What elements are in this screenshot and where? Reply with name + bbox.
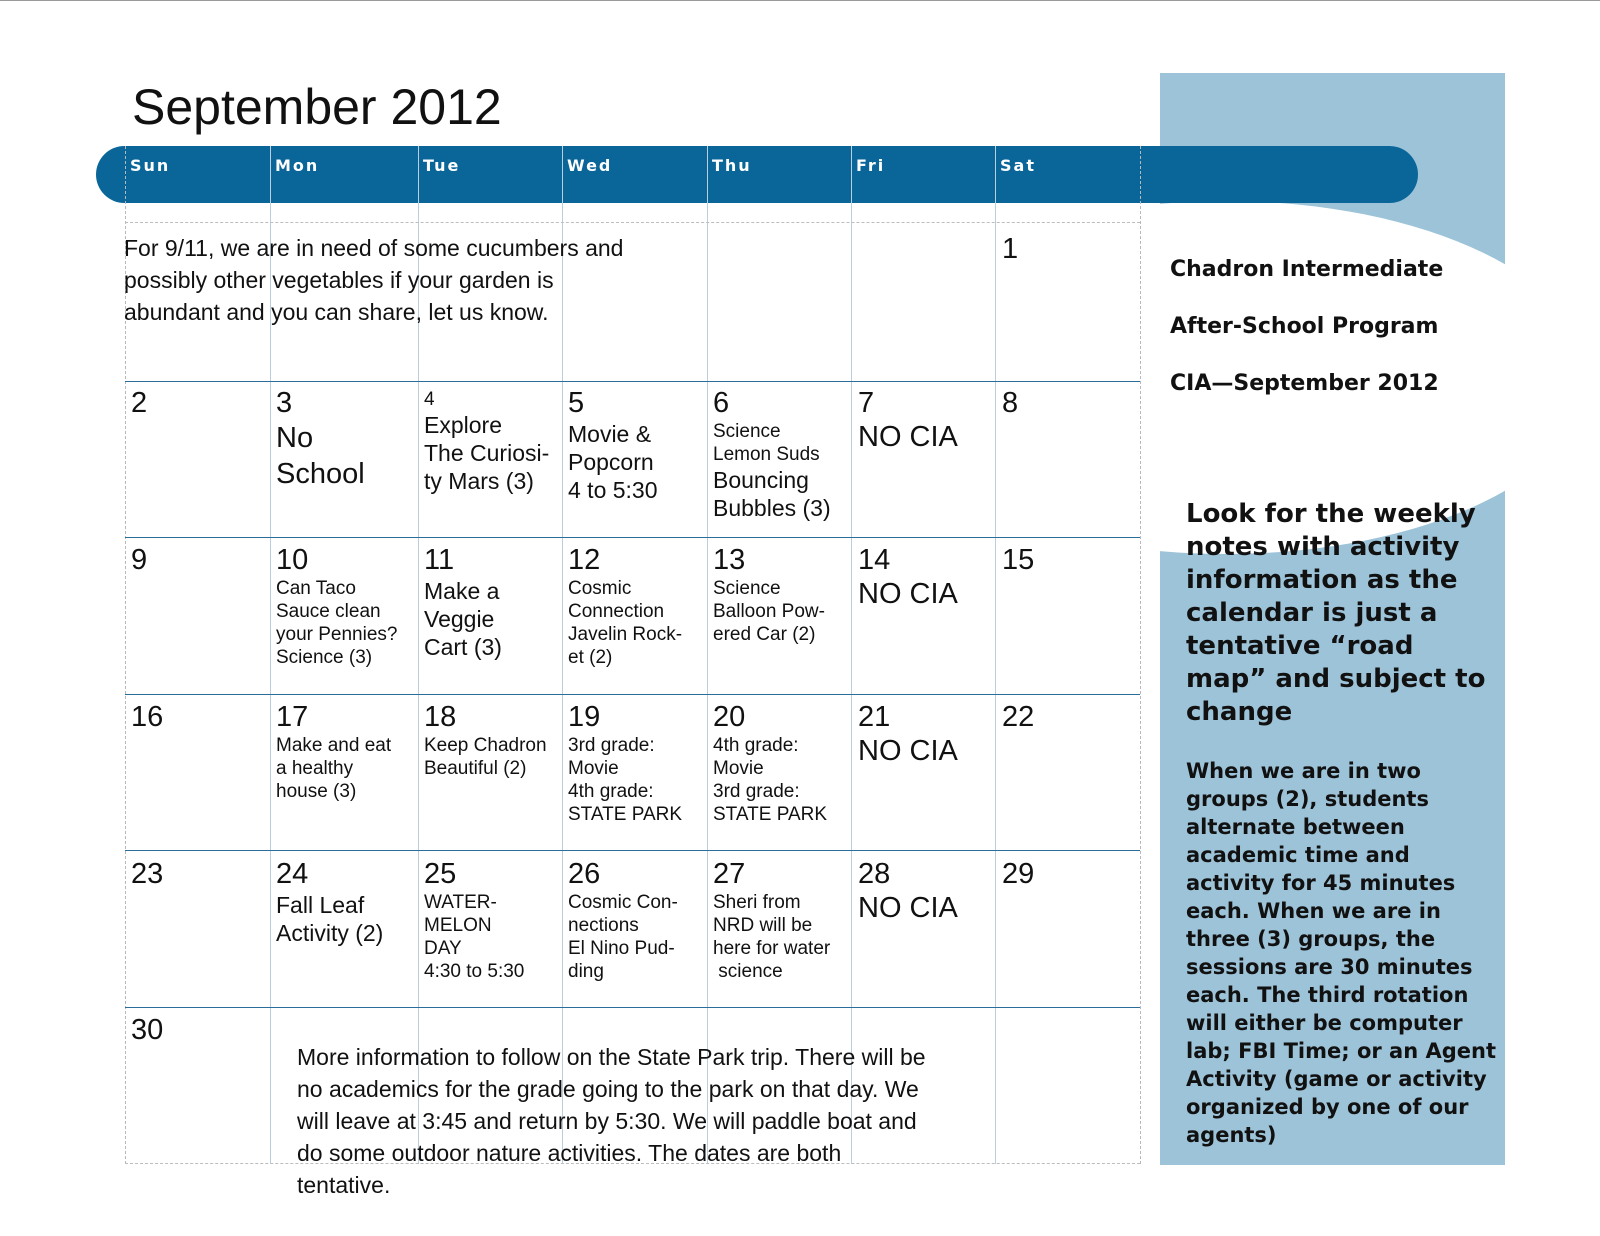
day-cell-7 — [858, 386, 993, 454]
no-cia-label: NO CIA — [858, 421, 958, 453]
state-park-info-note: More information to follow on the State Park trip. There will be no academics for the grade going to the park on that day. We will leave at 3:45 and return by 5:30. We will paddle boat and do some outdoor nature activities. The dates are both tentative. — [297, 1044, 926, 1198]
day-event-line: Make and eat — [276, 735, 392, 756]
day-cell-6 — [713, 386, 848, 522]
day-cell-29 — [1002, 857, 1137, 891]
day-event-line: Cosmic Con- — [568, 892, 678, 913]
no-cia-label: NO CIA — [858, 735, 958, 767]
day-event-line: here for water — [713, 938, 831, 959]
page-top-rule — [0, 0, 1600, 1]
day-number: 18 — [424, 701, 457, 733]
day-number: 26 — [568, 858, 601, 890]
day-event-line: ered Car (2) — [713, 624, 816, 645]
grid-line — [125, 850, 1140, 851]
program-school-name: Chadron Intermediate — [1170, 257, 1444, 282]
day-number: 14 — [858, 544, 891, 576]
day-event-line: Sheri from — [713, 892, 801, 913]
weekday-sat: Sat — [1000, 156, 1036, 175]
day-event-line: Explore — [424, 412, 502, 438]
day-number: 23 — [131, 858, 164, 890]
day-event-line: STATE PARK — [568, 804, 683, 825]
day-number: 19 — [568, 701, 601, 733]
program-month: CIA—September 2012 — [1170, 371, 1439, 396]
day-event-line: Popcorn — [568, 449, 654, 475]
day-number: 9 — [131, 544, 148, 576]
day-event-line: Balloon Pow- — [713, 601, 825, 622]
day-cell-8 — [1002, 386, 1137, 420]
no-cia-label: NO CIA — [858, 578, 958, 610]
day-number: 7 — [858, 387, 875, 419]
day-cell-2 — [131, 386, 266, 420]
day-event-line: Bouncing — [713, 467, 809, 493]
day-event-line: et (2) — [568, 647, 613, 668]
weekday-tue: Tue — [423, 156, 461, 175]
day-event-line: The Curiosi- — [424, 440, 550, 466]
day-cell-27 — [713, 857, 848, 983]
day-event-line: science — [713, 961, 783, 982]
day-event-line: ty Mars (3) — [424, 468, 534, 494]
day-cell-21 — [858, 700, 993, 768]
day-number: 28 — [858, 858, 891, 890]
grid-line — [125, 222, 1140, 223]
day-cell-5 — [568, 386, 703, 504]
day-cell-30 — [131, 1013, 266, 1047]
day-event-line: 3rd grade: — [568, 735, 655, 756]
day-cell-16 — [131, 700, 266, 734]
day-number: 21 — [858, 701, 891, 733]
day-number: 13 — [713, 544, 746, 576]
day-number: 8 — [1002, 387, 1019, 419]
sidebar-groups-explanation: When we are in two groups (2), students alternate between academic time and activity for 45 minutes each. When we are in three (3) groups, the sessions are 30 minutes each. The third rotation will either be computer lab; FBI Time; or an Agent Activity (game or activity organized by one of our agents) — [1186, 759, 1496, 1147]
day-event-line: Movie — [568, 758, 619, 779]
day-event-line: your Pennies? — [276, 624, 398, 645]
day-number: 20 — [713, 701, 746, 733]
day-event-line: Bubbles (3) — [713, 495, 831, 521]
day-event-line: MELON — [424, 915, 492, 936]
day-cell-25 — [424, 857, 559, 983]
grid-line — [125, 381, 1140, 382]
day-number: 2 — [131, 387, 148, 419]
day-cell-20 — [713, 700, 848, 826]
day-number: 5 — [568, 387, 585, 419]
grid-line — [851, 146, 852, 1164]
no-cia-label: NO CIA — [858, 892, 958, 924]
vegetable-request-note: For 9/11, we are in need of some cucumbers and possibly other vegetables if your garden is abundant and you can share, let us know. — [124, 235, 624, 325]
day-cell-28 — [858, 857, 993, 925]
day-event-line: Sauce clean — [276, 601, 381, 622]
calendar-title: September 2012 — [132, 79, 502, 135]
day-number: 12 — [568, 544, 601, 576]
program-name: After-School Program — [1170, 314, 1439, 339]
day-number: 27 — [713, 858, 746, 890]
day-cell-1 — [1002, 232, 1137, 266]
day-event-line: No — [276, 422, 314, 454]
day-event-line: 3rd grade: — [713, 781, 800, 802]
day-number: 15 — [1002, 544, 1035, 576]
day-event-line: Movie — [713, 758, 764, 779]
day-event-line: Science — [713, 421, 781, 442]
day-cell-10 — [276, 543, 411, 669]
day-event-line: School — [276, 458, 365, 490]
day-event-line: house (3) — [276, 781, 357, 802]
day-event-line: a healthy — [276, 758, 354, 779]
day-cell-19 — [568, 700, 703, 826]
grid-line — [125, 694, 1140, 695]
day-event-line: Lemon Suds — [713, 444, 820, 465]
day-number: 30 — [131, 1014, 164, 1046]
day-event-line: Make a — [424, 578, 500, 604]
day-cell-26 — [568, 857, 703, 983]
day-cell-3 — [276, 386, 411, 492]
day-event-line: 4 to 5:30 — [568, 477, 658, 503]
day-number: 11 — [424, 544, 455, 576]
day-number: 1 — [1002, 233, 1019, 265]
grid-line — [1140, 146, 1141, 1164]
day-event-line: Javelin Rock- — [568, 624, 683, 645]
day-number: 22 — [1002, 701, 1035, 733]
day-number: 29 — [1002, 858, 1035, 890]
day-cell-12 — [568, 543, 703, 669]
day-event-line: Keep Chadron — [424, 735, 547, 756]
grid-line — [995, 146, 996, 1164]
day-cell-18 — [424, 700, 559, 780]
weekday-thu: Thu — [712, 156, 752, 175]
grid-line — [125, 1007, 1140, 1008]
day-cell-14 — [858, 543, 993, 611]
day-event-line: Beautiful (2) — [424, 758, 527, 779]
day-event-line: 4:30 to 5:30 — [424, 961, 525, 982]
grid-line — [125, 537, 1140, 538]
day-event-line: 4th grade: — [713, 735, 799, 756]
day-number: 16 — [131, 701, 164, 733]
day-cell-15 — [1002, 543, 1137, 577]
day-event-line: Cosmic — [568, 578, 632, 599]
day-number: 24 — [276, 858, 309, 890]
day-event-line: ding — [568, 961, 604, 982]
weekday-fri: Fri — [856, 156, 886, 175]
day-event-line: Science (3) — [276, 647, 373, 668]
day-number: 17 — [276, 701, 309, 733]
day-event-line: DAY — [424, 938, 462, 959]
day-number: 10 — [276, 544, 309, 576]
weekday-wed: Wed — [567, 156, 613, 175]
day-event-line: Science — [713, 578, 781, 599]
day-event-line: El Nino Pud- — [568, 938, 675, 959]
day-cell-17 — [276, 700, 411, 803]
day-cell-23 — [131, 857, 266, 891]
day-event-line: Veggie — [424, 606, 495, 632]
day-event-line: Fall Leaf — [276, 892, 365, 918]
day-number: 4 — [424, 389, 435, 410]
day-event-line: WATER- — [424, 892, 497, 913]
day-event-line: 4th grade: — [568, 781, 654, 802]
day-cell-13 — [713, 543, 848, 646]
day-event-line: Cart (3) — [424, 634, 502, 660]
weekday-mon: Mon — [275, 156, 320, 175]
day-number: 6 — [713, 387, 730, 419]
day-event-line: nections — [568, 915, 639, 936]
day-event-line: Can Taco — [276, 578, 356, 599]
day-cell-9 — [131, 543, 266, 577]
day-cell-4 — [424, 388, 559, 495]
weekday-sun: Sun — [130, 156, 171, 175]
day-number: 25 — [424, 858, 457, 890]
sidebar-roadmap-note: Look for the weekly notes with activity information as the calendar is just a tentative “road map” and subject to change — [1186, 499, 1486, 727]
day-cell-24 — [276, 857, 411, 947]
day-number: 3 — [276, 387, 293, 419]
day-event-line: Connection — [568, 601, 665, 622]
grid-line — [707, 146, 708, 1164]
day-event-line: Movie & — [568, 421, 652, 447]
day-cell-22 — [1002, 700, 1137, 734]
day-event-line: STATE PARK — [713, 804, 828, 825]
day-event-line: Activity (2) — [276, 920, 384, 946]
day-event-line: NRD will be — [713, 915, 813, 936]
day-cell-11 — [424, 543, 559, 661]
